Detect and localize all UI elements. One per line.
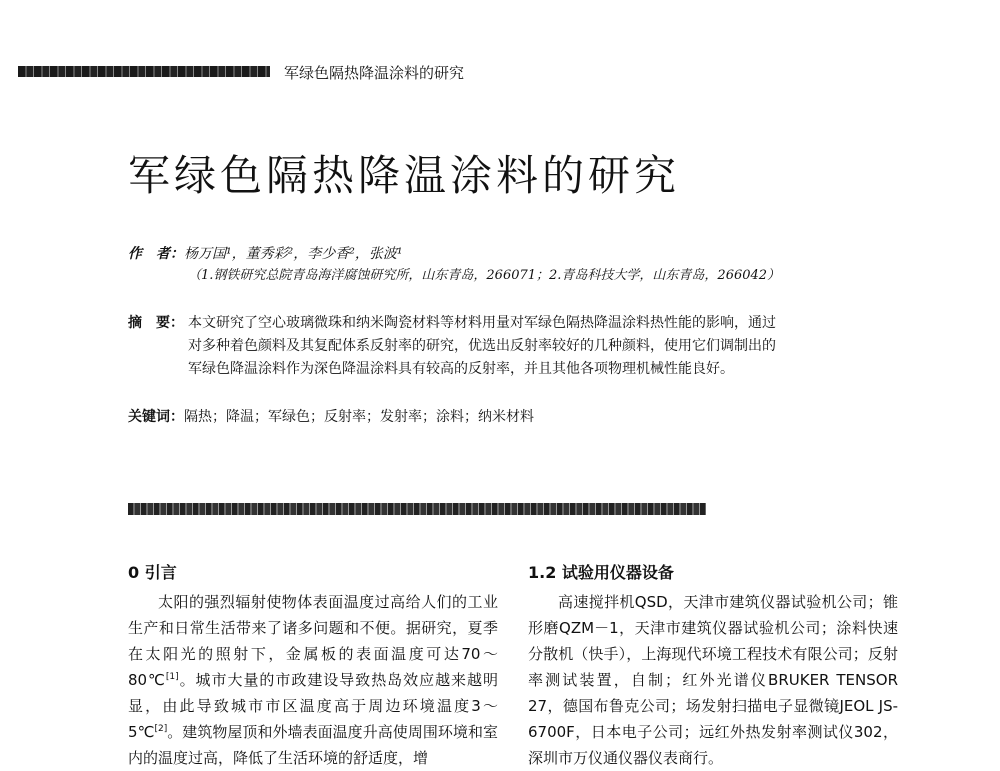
abstract-label: 摘 要：	[128, 315, 184, 331]
equipment-heading: 1.2 试验用仪器设备	[528, 563, 674, 582]
intro-text-3: 。建筑物屋顶和外墙表面温度升高使周围环境和室内的温度过高，降低了生活环境的舒适度，增	[128, 723, 498, 767]
column-right	[528, 561, 898, 771]
ref-1: [1]	[165, 672, 179, 682]
section-divider	[128, 503, 706, 515]
keywords-label: 关键词：	[128, 409, 184, 425]
keywords-text: 隔热；降温；军绿色；反射率；发射率；涂料；纳米材料	[184, 409, 534, 425]
intro-text-1: 太阳的强烈辐射使物体表面温度过高给人们的工业生产和日常生活带来了诸多问题和不便。据研究，夏季在太阳光的照射下，金属板的表面温度可达70～80℃	[128, 593, 498, 689]
abstract	[128, 312, 778, 381]
abstract-text: 本文研究了空心玻璃微珠和纳米陶瓷材料等材料用量对军绿色隔热降温涂料热性能的影响，通过对多种着色颜料及其复配体系反射率的研究，优选出反射率较好的几种颜料，使用它们调制出的军绿色降温涂料作为深色降温涂料具有较高的反射率，并且其他各项物理机械性能良好。	[188, 315, 776, 377]
intro-heading: 0 引言	[128, 563, 177, 582]
authors-label: 作 者：	[128, 246, 184, 262]
equipment-paragraph: 高速搅拌机QSD，天津市建筑仪器试验机公司；锥形磨QZM－1，天津市建筑仪器试验机公司；涂料快速分散机（快手），上海现代环境工程技术有限公司；反射率测试装置，自制；红外光谱仪BRUKER TENSOR 27，德国布鲁克公司；场发射扫描电子显微镜JEOL JS-6700F，日本电子公司；远红外热发射率测试仪302，深圳市万仪通仪器仪表商行。	[528, 593, 898, 767]
column-left	[128, 561, 498, 771]
paper-title: 军绿色隔热降温涂料的研究	[128, 151, 681, 200]
intro-text-2: 。城市大量的市政建设导致热岛效应越来越明显，由此导致城市市区温度高于周边环境温度3～5℃	[128, 671, 498, 741]
authors-line	[128, 243, 402, 265]
running-title: 军绿色隔热降温涂料的研究	[284, 64, 465, 82]
header-decoration-bar	[18, 66, 270, 77]
affiliation: （1.钢铁研究总院青岛海洋腐蚀研究所，山东青岛，266071；2.青岛科技大学，山东青岛，266042）	[188, 268, 781, 283]
authors-text: 杨万国¹，董秀彩²，李少香²，张波¹	[184, 246, 403, 262]
keywords	[128, 406, 534, 426]
intro-paragraph	[128, 589, 498, 771]
ref-2: [2]	[154, 724, 168, 734]
